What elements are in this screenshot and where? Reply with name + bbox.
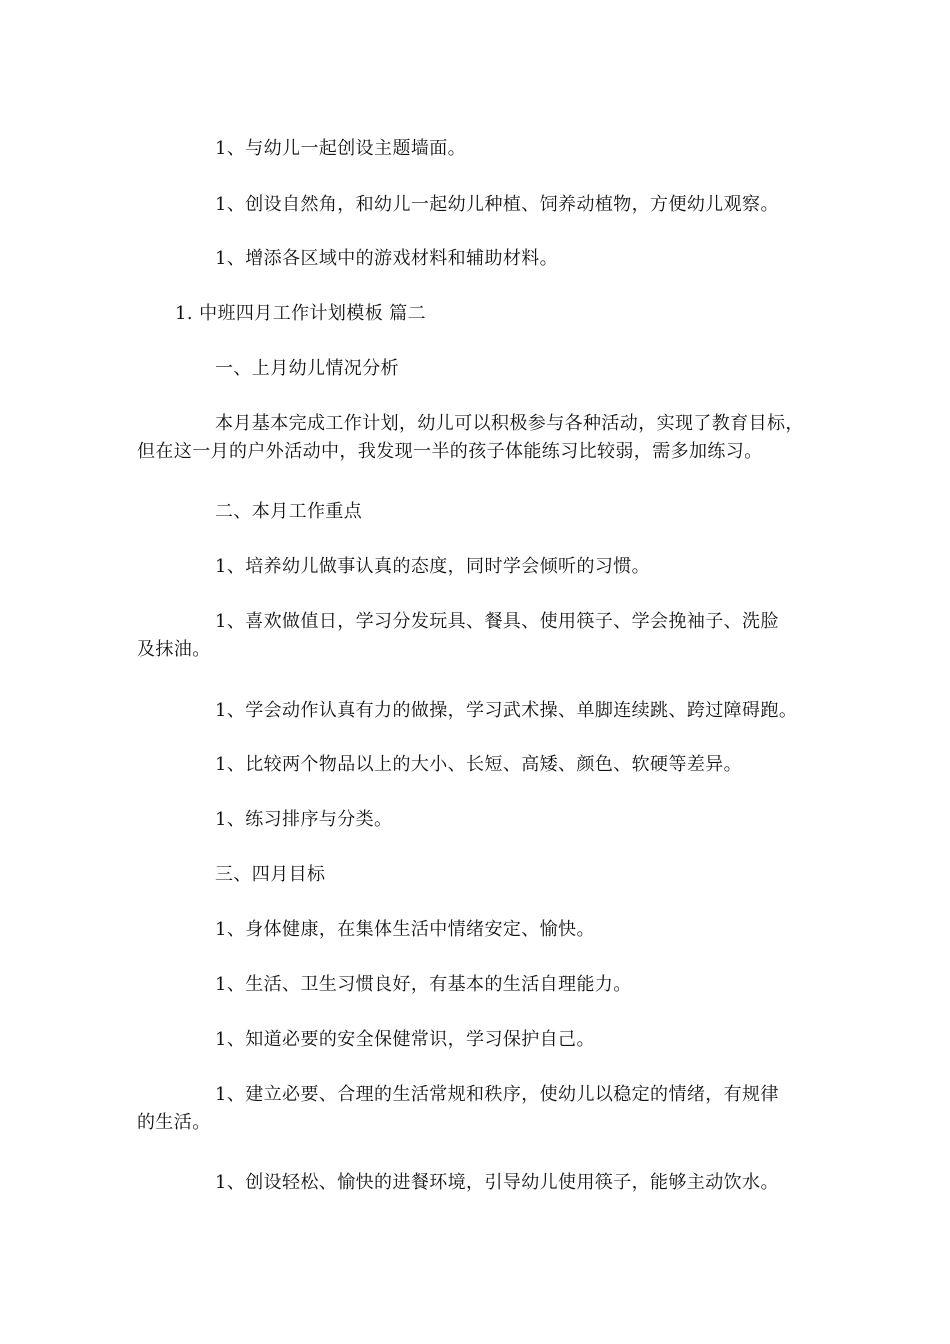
heading-last-month-analysis: 一、上月幼儿情况分析 [215, 358, 399, 379]
list-item-compare: 1、比较两个物品以上的大小、长短、高矮、颜色、软硬等差异。 [215, 754, 743, 775]
paragraph-line: 及抹油。 [137, 639, 211, 660]
paragraph-routine [137, 1081, 827, 1137]
paragraph-line: 本月基本完成工作计划，幼儿可以积极参与各种活动，实现了教育目标， [215, 413, 804, 434]
list-item-dining: 1、创设轻松、愉快的进餐环境，引导幼儿使用筷子，能够主动饮水。 [215, 1172, 779, 1193]
list-item-attitude: 1、培养幼儿做事认真的态度，同时学会倾听的习惯。 [215, 556, 651, 577]
heading-april-goals: 三、四月目标 [215, 864, 326, 885]
paragraph-line: 1、喜欢做值日，学习分发玩具、餐具、使用筷子、学会挽袖子、洗脸 [215, 611, 779, 632]
heading-work-focus: 二、本月工作重点 [215, 501, 363, 522]
list-item-safety: 1、知道必要的安全保健常识，学习保护自己。 [215, 1029, 595, 1050]
paragraph-duty-day [137, 608, 827, 664]
paragraph-line: 的生活。 [137, 1112, 211, 1133]
section-title: 1. 中班四月工作计划模板 篇二 [175, 303, 427, 324]
list-item-theme-wall: 1、与幼儿一起创设主题墙面。 [215, 138, 467, 159]
list-item-health: 1、身体健康，在集体生活中情绪安定、愉快。 [215, 919, 595, 940]
list-item-exercise: 1、学会动作认真有力的做操，学习武术操、单脚连续跳、跨过障碍跑。 [215, 700, 798, 721]
list-item-nature-corner: 1、创设自然角，和幼儿一起幼儿种植、饲养动植物，方便幼儿观察。 [215, 194, 779, 215]
list-item-sorting: 1、练习排序与分类。 [215, 809, 393, 830]
list-item-hygiene: 1、生活、卫生习惯良好，有基本的生活自理能力。 [215, 974, 632, 995]
list-item-play-materials: 1、增添各区域中的游戏材料和辅助材料。 [215, 248, 559, 269]
paragraph-last-month-summary [137, 410, 827, 466]
paragraph-line: 但在这一月的户外活动中，我发现一半的孩子体能练习比较弱，需多加练习。 [137, 441, 763, 462]
paragraph-line: 1、建立必要、合理的生活常规和秩序，使幼儿以稳定的情绪，有规律 [215, 1084, 779, 1105]
